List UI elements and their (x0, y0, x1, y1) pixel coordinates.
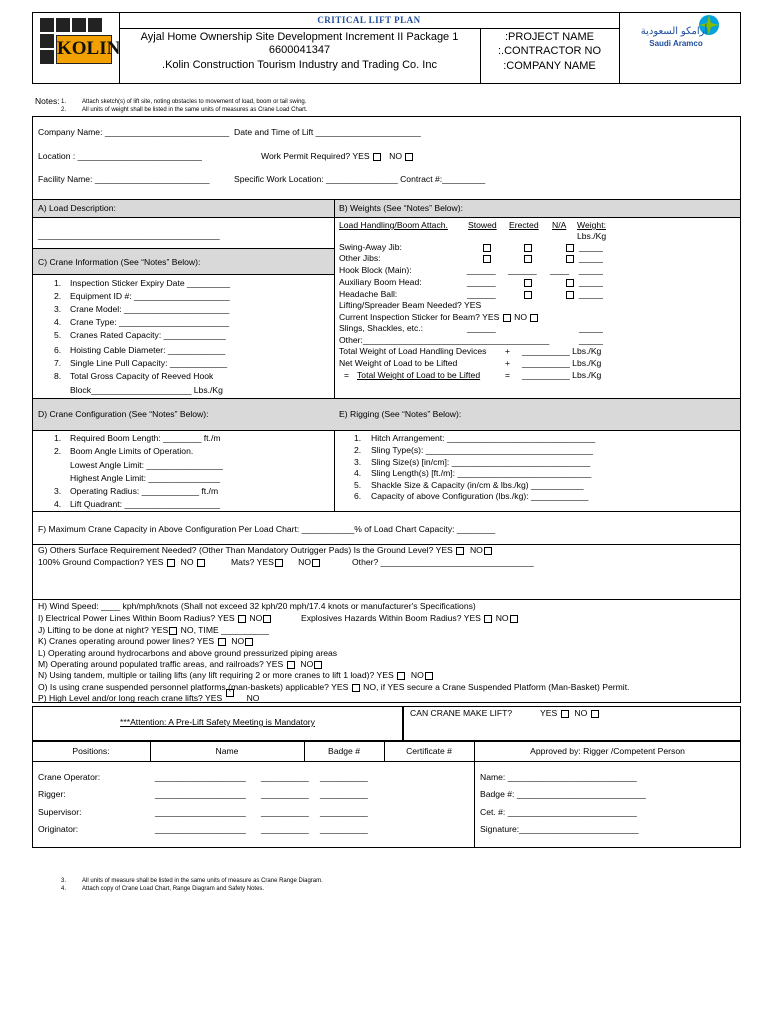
notes-label: Notes: (35, 96, 60, 106)
approver-signature-field[interactable]: Signature:_________________________ (480, 824, 639, 834)
weights-erected-cell (523, 277, 533, 288)
k-no-checkbox[interactable] (245, 638, 253, 646)
power-lines-yes-checkbox[interactable] (238, 615, 246, 623)
weights-stowed-checkbox[interactable] (483, 244, 491, 252)
date-time-field[interactable]: Date and Time of Lift ______________________ (234, 127, 421, 137)
saudi-aramco-logo (624, 14, 736, 54)
n-no-label: NO (410, 670, 424, 680)
col-badge: Badge # (327, 746, 361, 756)
traffic-question (38, 659, 323, 670)
weights-row-label: Auxiliary Boom Head: (339, 277, 422, 287)
high-level-question (38, 693, 259, 704)
net-weight-plus: + (505, 358, 511, 368)
weights-stowed-cell (482, 242, 492, 253)
attention-text: ***Attention: A Pre-Lift Safety Meeting is Mandatory (120, 717, 315, 727)
weights-weight-field[interactable]: _____ (579, 265, 603, 275)
weights-na-cell (565, 289, 575, 300)
weights-na-checkbox[interactable] (566, 291, 574, 299)
other-weight-field[interactable]: _____ (579, 335, 603, 345)
crane-info-num: 3. (54, 304, 62, 314)
company-name-label: :COMPANY NAME (503, 60, 596, 72)
o-yes-checkbox[interactable] (352, 684, 360, 692)
sticker-question (339, 312, 539, 323)
position-badge-field[interactable]: __________ (261, 789, 309, 799)
weights-na-checkbox[interactable] (566, 244, 574, 252)
position-name-field[interactable]: ___________________ (155, 824, 246, 834)
surface-question (38, 545, 493, 556)
position-cert-field[interactable]: __________ (320, 807, 368, 817)
sticker-no-checkbox[interactable] (530, 314, 538, 322)
compaction-yes-checkbox[interactable] (167, 559, 175, 567)
mats-label: Mats? YES (231, 557, 274, 567)
location-field[interactable]: Location : __________________________ (38, 151, 202, 161)
tandem-question (38, 670, 434, 681)
position-badge-field[interactable]: __________ (261, 824, 309, 834)
weights-stowed-cell (482, 253, 492, 264)
weights-col-na: N/A (552, 220, 567, 230)
col-certificate: Certificate # (406, 746, 452, 756)
crane-config-num: 2. (54, 446, 62, 456)
crane-info-item[interactable]: Total Gross Capacity of Reeved Hook (70, 371, 214, 381)
col-name: Name (215, 746, 239, 756)
ground-level-no-label: NO (469, 545, 483, 555)
load-description-field[interactable]: ______________________________________ (38, 230, 220, 240)
can-lift-options (540, 708, 600, 719)
night-lift-yes-checkbox[interactable] (169, 627, 177, 635)
rigging-item[interactable]: Hitch Arrangement: _______________________________ (371, 433, 596, 443)
compaction-no-label: NO (180, 557, 194, 567)
crane-config-item[interactable]: Highest Angle Limit: _______________ (70, 473, 221, 483)
m-label: M) Operating around populated traffic areas, and railroads? YES (38, 659, 284, 669)
weights-na-cell (565, 277, 575, 288)
compaction-label: 100% Ground Compaction? YES (38, 557, 164, 567)
aramco-english: Saudi Aramco (649, 39, 703, 48)
weights-erected-checkbox[interactable] (524, 244, 532, 252)
explosives-no-checkbox[interactable] (510, 615, 518, 623)
weights-na-checkbox[interactable] (566, 255, 574, 263)
weights-col-item: Load Handling/Boom Attach. (339, 220, 448, 230)
sticker-yes-checkbox[interactable] (503, 314, 511, 322)
crane-info-item[interactable]: Single Line Pull Capacity: ____________ (70, 358, 228, 368)
p-no-label: NO (246, 693, 260, 703)
total-handling-label: Total Weight of Load Handling Devices (339, 346, 487, 356)
contractor-no-label: :.CONTRACTOR NO (497, 45, 602, 57)
weights-weight-field[interactable]: _____ (579, 253, 603, 263)
rigging-num: 2. (354, 445, 362, 455)
o-label: O) Is using crane suspended personnel platforms (man-baskets) applicable? YES (38, 682, 349, 692)
crane-config-num: 4. (54, 499, 62, 509)
position-name-field[interactable]: ___________________ (155, 807, 246, 817)
k-no-label: NO (231, 636, 245, 646)
position-name-field[interactable]: ___________________ (155, 789, 246, 799)
weights-col-weight: Weight: (577, 220, 606, 230)
explosives-no-label: NO (495, 613, 509, 623)
approver-badge-field[interactable]: Badge #: ___________________________ (480, 789, 646, 799)
position-cert-field[interactable]: __________ (320, 824, 368, 834)
rigging-num: 6. (354, 491, 362, 501)
k-label: K) Cranes operating around power lines? YES (38, 636, 215, 646)
rigging-item[interactable]: Shackle Size & Capacity (in/cm & lbs./kg) ___________ (371, 480, 584, 490)
crane-info-num: 2. (54, 291, 62, 301)
ground-level-yes-checkbox[interactable] (456, 547, 464, 555)
total-lifted-label: Total Weight of Load to be Lifted (357, 370, 481, 380)
position-cert-field[interactable]: __________ (320, 772, 368, 782)
p-yes-checkbox[interactable] (226, 689, 234, 697)
night-lift-question (38, 625, 269, 636)
weights-erected-cell (523, 242, 533, 253)
total-lifted-field[interactable]: __________ Lbs./Kg (522, 370, 602, 380)
crane-info-item[interactable]: Crane Model: ______________________ (70, 304, 230, 314)
crane-info-item[interactable]: Crane Type: _______________________ (70, 317, 229, 327)
explosives-yes-checkbox[interactable] (484, 615, 492, 623)
work-permit-label: Work Permit Required? YES (261, 151, 370, 161)
crane-config-item: Boom Angle Limits of Operation. (70, 446, 194, 456)
work-permit-no-checkbox[interactable] (405, 153, 413, 161)
col-positions: Positions: (72, 746, 110, 756)
crane-config-item[interactable]: Lift Quadrant: ____________________ (70, 499, 221, 509)
load-description-header: A) Load Description: (38, 203, 116, 213)
position-name-field[interactable]: ___________________ (155, 772, 246, 782)
can-lift-no-label: NO (574, 708, 588, 718)
crane-info-item[interactable]: Cranes Rated Capacity: _____________ (70, 330, 226, 340)
note-4-text: Attach copy of Crane Load Chart, Range Diagram and Safety Notes. (82, 886, 265, 892)
weights-na-cell (565, 242, 575, 253)
weights-erected-cell (523, 253, 533, 264)
crane-config-num: 1. (54, 433, 62, 443)
approver-name-field[interactable]: Name: ___________________________ (480, 772, 637, 782)
weights-na-field[interactable]: ____ (550, 265, 570, 275)
position-badge-field[interactable]: __________ (261, 772, 309, 782)
can-lift-label: CAN CRANE MAKE LIFT? (410, 708, 513, 718)
max-capacity-field[interactable]: F) Maximum Crane Capacity in Above Configuration Per Load Chart: ___________% of Load Chart Capacity: ________ (38, 524, 496, 534)
weights-na-cell (565, 253, 575, 264)
rigging-num: 5. (354, 480, 362, 490)
form-title: CRITICAL LIFT PLAN (317, 15, 421, 25)
ground-level-no-checkbox[interactable] (484, 547, 492, 555)
k-yes-checkbox[interactable] (218, 638, 226, 646)
net-weight-label: Net Weight of Load to be Lifted (339, 358, 458, 368)
sticker-label: Current Inspection Sticker for Beam? YES (339, 312, 500, 322)
mats-no-checkbox[interactable] (312, 559, 320, 567)
note-2-num: 2. (61, 107, 67, 113)
total-lifted-equals: = (344, 370, 350, 380)
note-3-num: 3. (61, 878, 67, 884)
weights-row-label: Other Jibs: (339, 253, 381, 263)
p-label: P) High Level and/or long reach crane lifts? YES (38, 693, 223, 703)
rigging-header: E) Rigging (See “Notes” Below): (339, 409, 462, 419)
crane-info-item[interactable]: Inspection Sticker Expiry Date _________ (70, 278, 231, 288)
facility-field[interactable]: Facility Name: ________________________ (38, 174, 210, 184)
col-approved: Approved by: Rigger /Competent Person (530, 746, 685, 756)
rigging-item[interactable]: Sling Size(s) [in/cm]: _____________________________ (371, 457, 591, 467)
work-permit-no-label: NO (389, 151, 403, 161)
crane-info-num: 1. (54, 278, 62, 288)
rigging-num: 4. (354, 468, 362, 478)
weights-weight-field[interactable]: _____ (579, 277, 603, 287)
position-label: Crane Operator: (38, 772, 101, 782)
spreader-question: Lifting/Spreader Beam Needed? YES (339, 300, 482, 310)
weights-na-checkbox[interactable] (566, 279, 574, 287)
power-lines-no-label: NO (249, 613, 263, 623)
rigging-num: 3. (354, 457, 362, 467)
other-field[interactable]: Other:_______________________________________ (339, 335, 550, 345)
position-label: Rigger: (38, 789, 66, 799)
sticker-no-label: NO (514, 312, 528, 322)
weights-row-label: Hook Block (Main): (339, 265, 412, 275)
mats-yes-checkbox[interactable] (275, 559, 283, 567)
n-yes-checkbox[interactable] (397, 672, 405, 680)
power-lines-question (38, 613, 272, 624)
position-cert-field[interactable]: __________ (320, 789, 368, 799)
specific-location-field[interactable]: Specific Work Location: _______________ Contract #:_________ (234, 174, 486, 184)
crane-config-item[interactable]: Lowest Angle Limit: ________________ (70, 460, 223, 470)
slings-label: Slings, Shackles, etc.: (339, 323, 424, 333)
weights-stowed-checkbox[interactable] (483, 255, 491, 263)
contractor-name: .Kolin Construction Tourism Industry and Trading Co. Inc (162, 59, 437, 71)
crane-config-item[interactable]: Required Boom Length: ________ ft./m (70, 433, 221, 443)
crane-info-num: 6. (54, 345, 62, 355)
total-lifted-equals-2: = (505, 370, 511, 380)
night-lift-label: J) Lifting to be done at night? YES (38, 625, 169, 635)
rigging-item[interactable]: Capacity of above Configuration (lbs./kg): ____________ (371, 491, 589, 501)
power-lines-label: I) Electrical Power Lines Within Boom Radius? YES (38, 613, 235, 623)
can-lift-yes-label: YES (540, 708, 558, 718)
company-name-field[interactable]: Company Name: __________________________ (38, 127, 230, 137)
weights-stowed-field[interactable]: ______ (467, 265, 496, 275)
weights-col-erected: Erected (509, 220, 539, 230)
position-label: Originator: (38, 824, 79, 834)
crane-config-num: 3. (54, 486, 62, 496)
crane-info-item[interactable]: Hoisting Cable Diameter: ____________ (70, 345, 226, 355)
note-1-num: 1. (61, 99, 67, 105)
net-weight-field[interactable]: __________ Lbs./Kg (522, 358, 602, 368)
power-lines-no-checkbox[interactable] (263, 615, 271, 623)
can-lift-no-checkbox[interactable] (591, 710, 599, 718)
note-2-text: All units of weight shall be listed in the same units of measures as Crane Load Chart. (82, 107, 308, 113)
crane-info-item[interactable]: Equipment ID #: ____________________ (70, 291, 230, 301)
work-permit-yes-checkbox[interactable] (373, 153, 381, 161)
crane-info-num: 5. (54, 330, 62, 340)
weights-row-label: Swing-Away Jib: (339, 242, 402, 252)
total-handling-field[interactable]: __________ Lbs./Kg (522, 346, 602, 356)
weights-erected-checkbox[interactable] (524, 255, 532, 263)
weights-stowed-field[interactable]: ______ (467, 277, 496, 287)
night-lift-time-field[interactable]: NO, TIME __________ (180, 625, 269, 635)
weights-erected-cell (523, 289, 533, 300)
project-title: Ayjal Home Ownership Site Development Increment II Package 1 (140, 31, 459, 43)
slings-stowed-field[interactable]: ______ (467, 323, 496, 333)
weights-header: B) Weights (See “Notes” Below): (339, 203, 464, 213)
compaction-no-checkbox[interactable] (197, 559, 205, 567)
total-handling-plus: + (505, 346, 511, 356)
o-rest: NO, if YES secure a Crane Suspended Platform (Man-Basket) Permit. (363, 682, 630, 692)
m-no-label: NO (300, 659, 314, 669)
approver-cert-field[interactable]: Cet. #: ___________________________ (480, 807, 637, 817)
weights-col-unit: Lbs./Kg (577, 231, 607, 241)
crane-config-header: D) Crane Configuration (See “Notes” Below): (38, 409, 209, 419)
weights-col-stowed: Stowed (468, 220, 497, 230)
crane-info-num: 7. (54, 358, 62, 368)
slings-weight-field[interactable]: _____ (579, 323, 603, 333)
explosives-label: Explosives Hazards Within Boom Radius? YES (301, 613, 481, 623)
weights-erected-checkbox[interactable] (524, 291, 532, 299)
weights-erected-field[interactable]: ______ (508, 265, 537, 275)
surface-other-field[interactable]: Other? ________________________________ (352, 557, 534, 567)
n-label: N) Using tandem, multiple or tailing lifts (any lift requiring 2 or more cranes to lift 1 load)? YES (38, 670, 394, 680)
crane-config-item[interactable]: Operating Radius: ____________ ft./m (70, 486, 219, 496)
crane-info-num: 4. (54, 317, 62, 327)
crane-info-header: C) Crane Information (See “Notes” Below): (38, 257, 201, 267)
aramco-arabic: أرامكو السعودية (640, 26, 708, 37)
weights-row-label: Headache Ball: (339, 289, 398, 299)
surface-label: G) Others Surface Requirement Needed? (Other Than Mandatory Outrigger Pads) Is the Ground Level? YES (38, 545, 453, 555)
m-yes-checkbox[interactable] (287, 661, 295, 669)
hydrocarbons-question: L) Operating around hydrocarbons and above ground pressurized piping areas (38, 648, 338, 658)
crane-info-num: 8. (54, 371, 62, 381)
note-3-text: All units of measure shall be listed in the same units of measure as Crane Range Diagram. (82, 878, 323, 884)
mats-question (231, 557, 321, 568)
position-label: Supervisor: (38, 807, 82, 817)
kolin-logo (40, 18, 121, 66)
power-lines-operating-question (38, 636, 254, 647)
compaction-question (38, 557, 206, 568)
n-no-checkbox[interactable] (425, 672, 433, 680)
weights-weight-field[interactable]: _____ (579, 289, 603, 299)
explosives-question (301, 613, 519, 624)
work-permit-question (261, 151, 414, 162)
wind-speed-field[interactable]: H) Wind Speed: ____ kph/mph/knots (Shall not exceed 32 kph/20 mph/17.4 knots or manufacturer's Specifications) (38, 601, 476, 611)
rigging-item[interactable]: Sling Length(s) [ft./m]: ____________________________ (371, 468, 592, 478)
weights-weight-field[interactable]: _____ (579, 242, 603, 252)
rigging-item[interactable]: Sling Type(s): ___________________________________ (371, 445, 594, 455)
crane-info-block-line[interactable]: Block_____________________ Lbs./Kg (70, 385, 223, 395)
mats-no-label: NO (298, 557, 312, 567)
man-basket-question (38, 682, 629, 693)
weights-erected-checkbox[interactable] (524, 279, 532, 287)
position-badge-field[interactable]: __________ (261, 807, 309, 817)
can-lift-yes-checkbox[interactable] (561, 710, 569, 718)
note-1-text: Attach sketch(s) of lift site, noting obstacles to movement of load, boom or tail swing. (82, 99, 307, 105)
project-name-label: :PROJECT NAME (504, 31, 595, 43)
kolin-logo-text: KOLIN (57, 38, 121, 59)
m-no-checkbox[interactable] (314, 661, 322, 669)
rigging-num: 1. (354, 433, 362, 443)
note-4-num: 4. (61, 886, 67, 892)
weights-stowed-field[interactable]: ______ (467, 289, 496, 299)
contract-number: 6600041347 (268, 44, 331, 56)
